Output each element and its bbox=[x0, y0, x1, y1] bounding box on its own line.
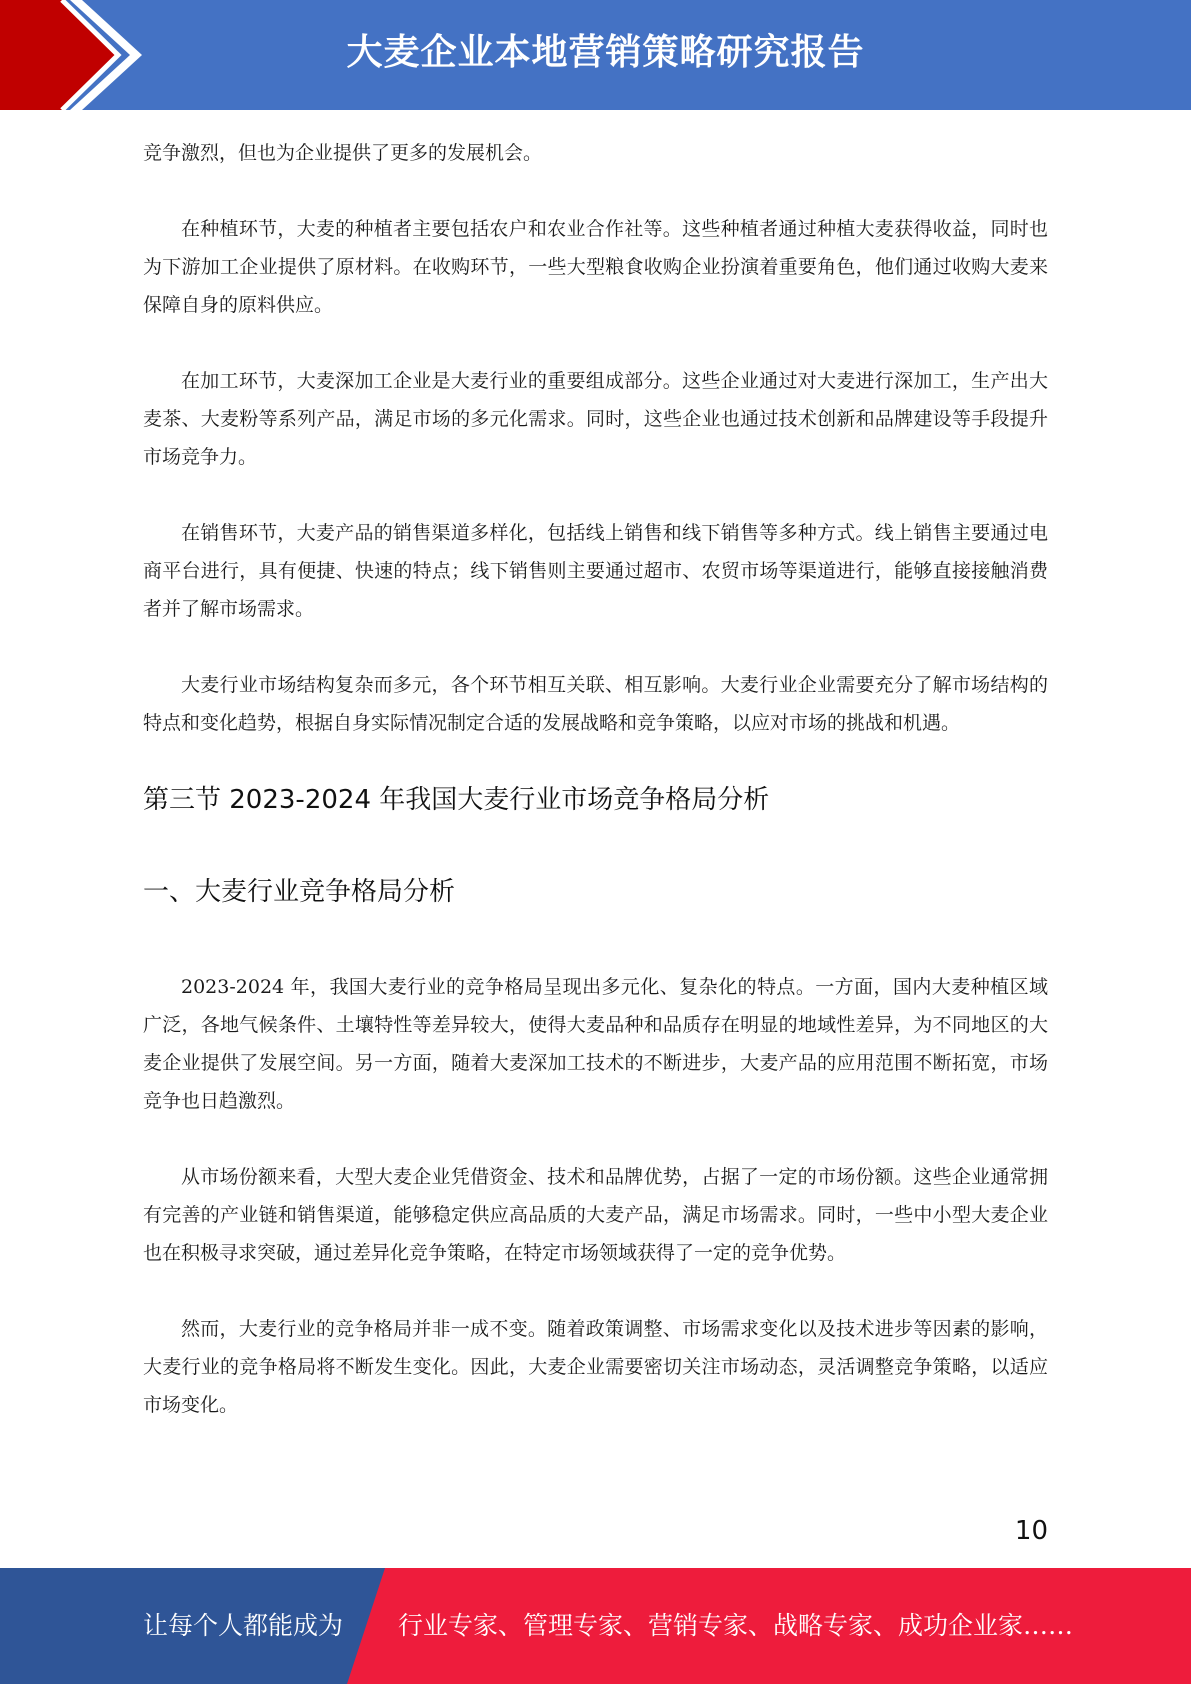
report-title: 大麦企业本地营销策略研究报告 bbox=[346, 32, 865, 73]
footer-banner bbox=[0, 1568, 1191, 1684]
paragraph: 在加工环节，大麦深加工企业是大麦行业的重要组成部分。这些企业通过对大麦进行深加工，生产出大麦茶、大麦粉等系列产品，满足市场的多元化需求。同时，这些企业也通过技术创新和品牌建设等手段提升市场竞争力。 bbox=[143, 370, 1048, 468]
page-number: 10 bbox=[1014, 1516, 1048, 1546]
footer-slogan-left: 让每个人都能成为 bbox=[143, 1611, 344, 1640]
paragraph: 在销售环节，大麦产品的销售渠道多样化，包括线上销售和线下销售等多种方式。线上销售主要通过电商平台进行，具有便捷、快速的特点；线下销售则主要通过超市、农贸市场等渠道进行，能够直接接触消费者并了解市场需求。 bbox=[143, 522, 1048, 620]
paragraph: 从市场份额来看，大型大麦企业凭借资金、技术和品牌优势，占据了一定的市场份额。这些企业通常拥有完善的产业链和销售渠道，能够稳定供应高品质的大麦产品，满足市场需求。同时，一些中小型大麦企业也在积极寻求突破，通过差异化竞争策略，在特定市场领域获得了一定的竞争优势。 bbox=[143, 1166, 1048, 1264]
main-content bbox=[143, 134, 1048, 1462]
paragraph: 然而，大麦行业的竞争格局并非一成不变。随着政策调整、市场需求变化以及技术进步等因素的影响，大麦行业的竞争格局将不断发生变化。因此，大麦企业需要密切关注市场动态，灵活调整竞争策略，以适应市场变化。 bbox=[143, 1318, 1048, 1416]
paragraph: 2023-2024 年，我国大麦行业的竞争格局呈现出多元化、复杂化的特点。一方面，国内大麦种植区域广泛，各地气候条件、土壤特性等差异较大，使得大麦品种和品质存在明显的地域性差异，为不同地区的大麦企业提供了发展空间。另一方面，随着大麦深加工技术的不断进步，大麦产品的应用范围不断拓宽，市场竞争也日趋激烈。 bbox=[143, 976, 1048, 1112]
paragraph: 竞争激烈，但也为企业提供了更多的发展机会。 bbox=[143, 142, 543, 164]
paragraph: 大麦行业市场结构复杂而多元，各个环节相互关联、相互影响。大麦行业企业需要充分了解市场结构的特点和变化趋势，根据自身实际情况制定合适的发展战略和竞争策略，以应对市场的挑战和机遇。 bbox=[143, 674, 1048, 734]
footer-slogan-right: 行业专家、管理专家、营销专家、战略专家、成功企业家…… bbox=[398, 1611, 1074, 1640]
paragraph: 在种植环节，大麦的种植者主要包括农户和农业合作社等。这些种植者通过种植大麦获得收益，同时也为下游加工企业提供了原材料。在收购环节，一些大型粮食收购企业扮演着重要角色，他们通过收购大麦来保障自身的原料供应。 bbox=[143, 218, 1048, 316]
subsection-heading: 一、大麦行业竞争格局分析 bbox=[143, 877, 456, 907]
section-heading: 第三节 2023-2024 年我国大麦行业市场竞争格局分析 bbox=[143, 785, 770, 815]
header-banner bbox=[0, 0, 1191, 110]
